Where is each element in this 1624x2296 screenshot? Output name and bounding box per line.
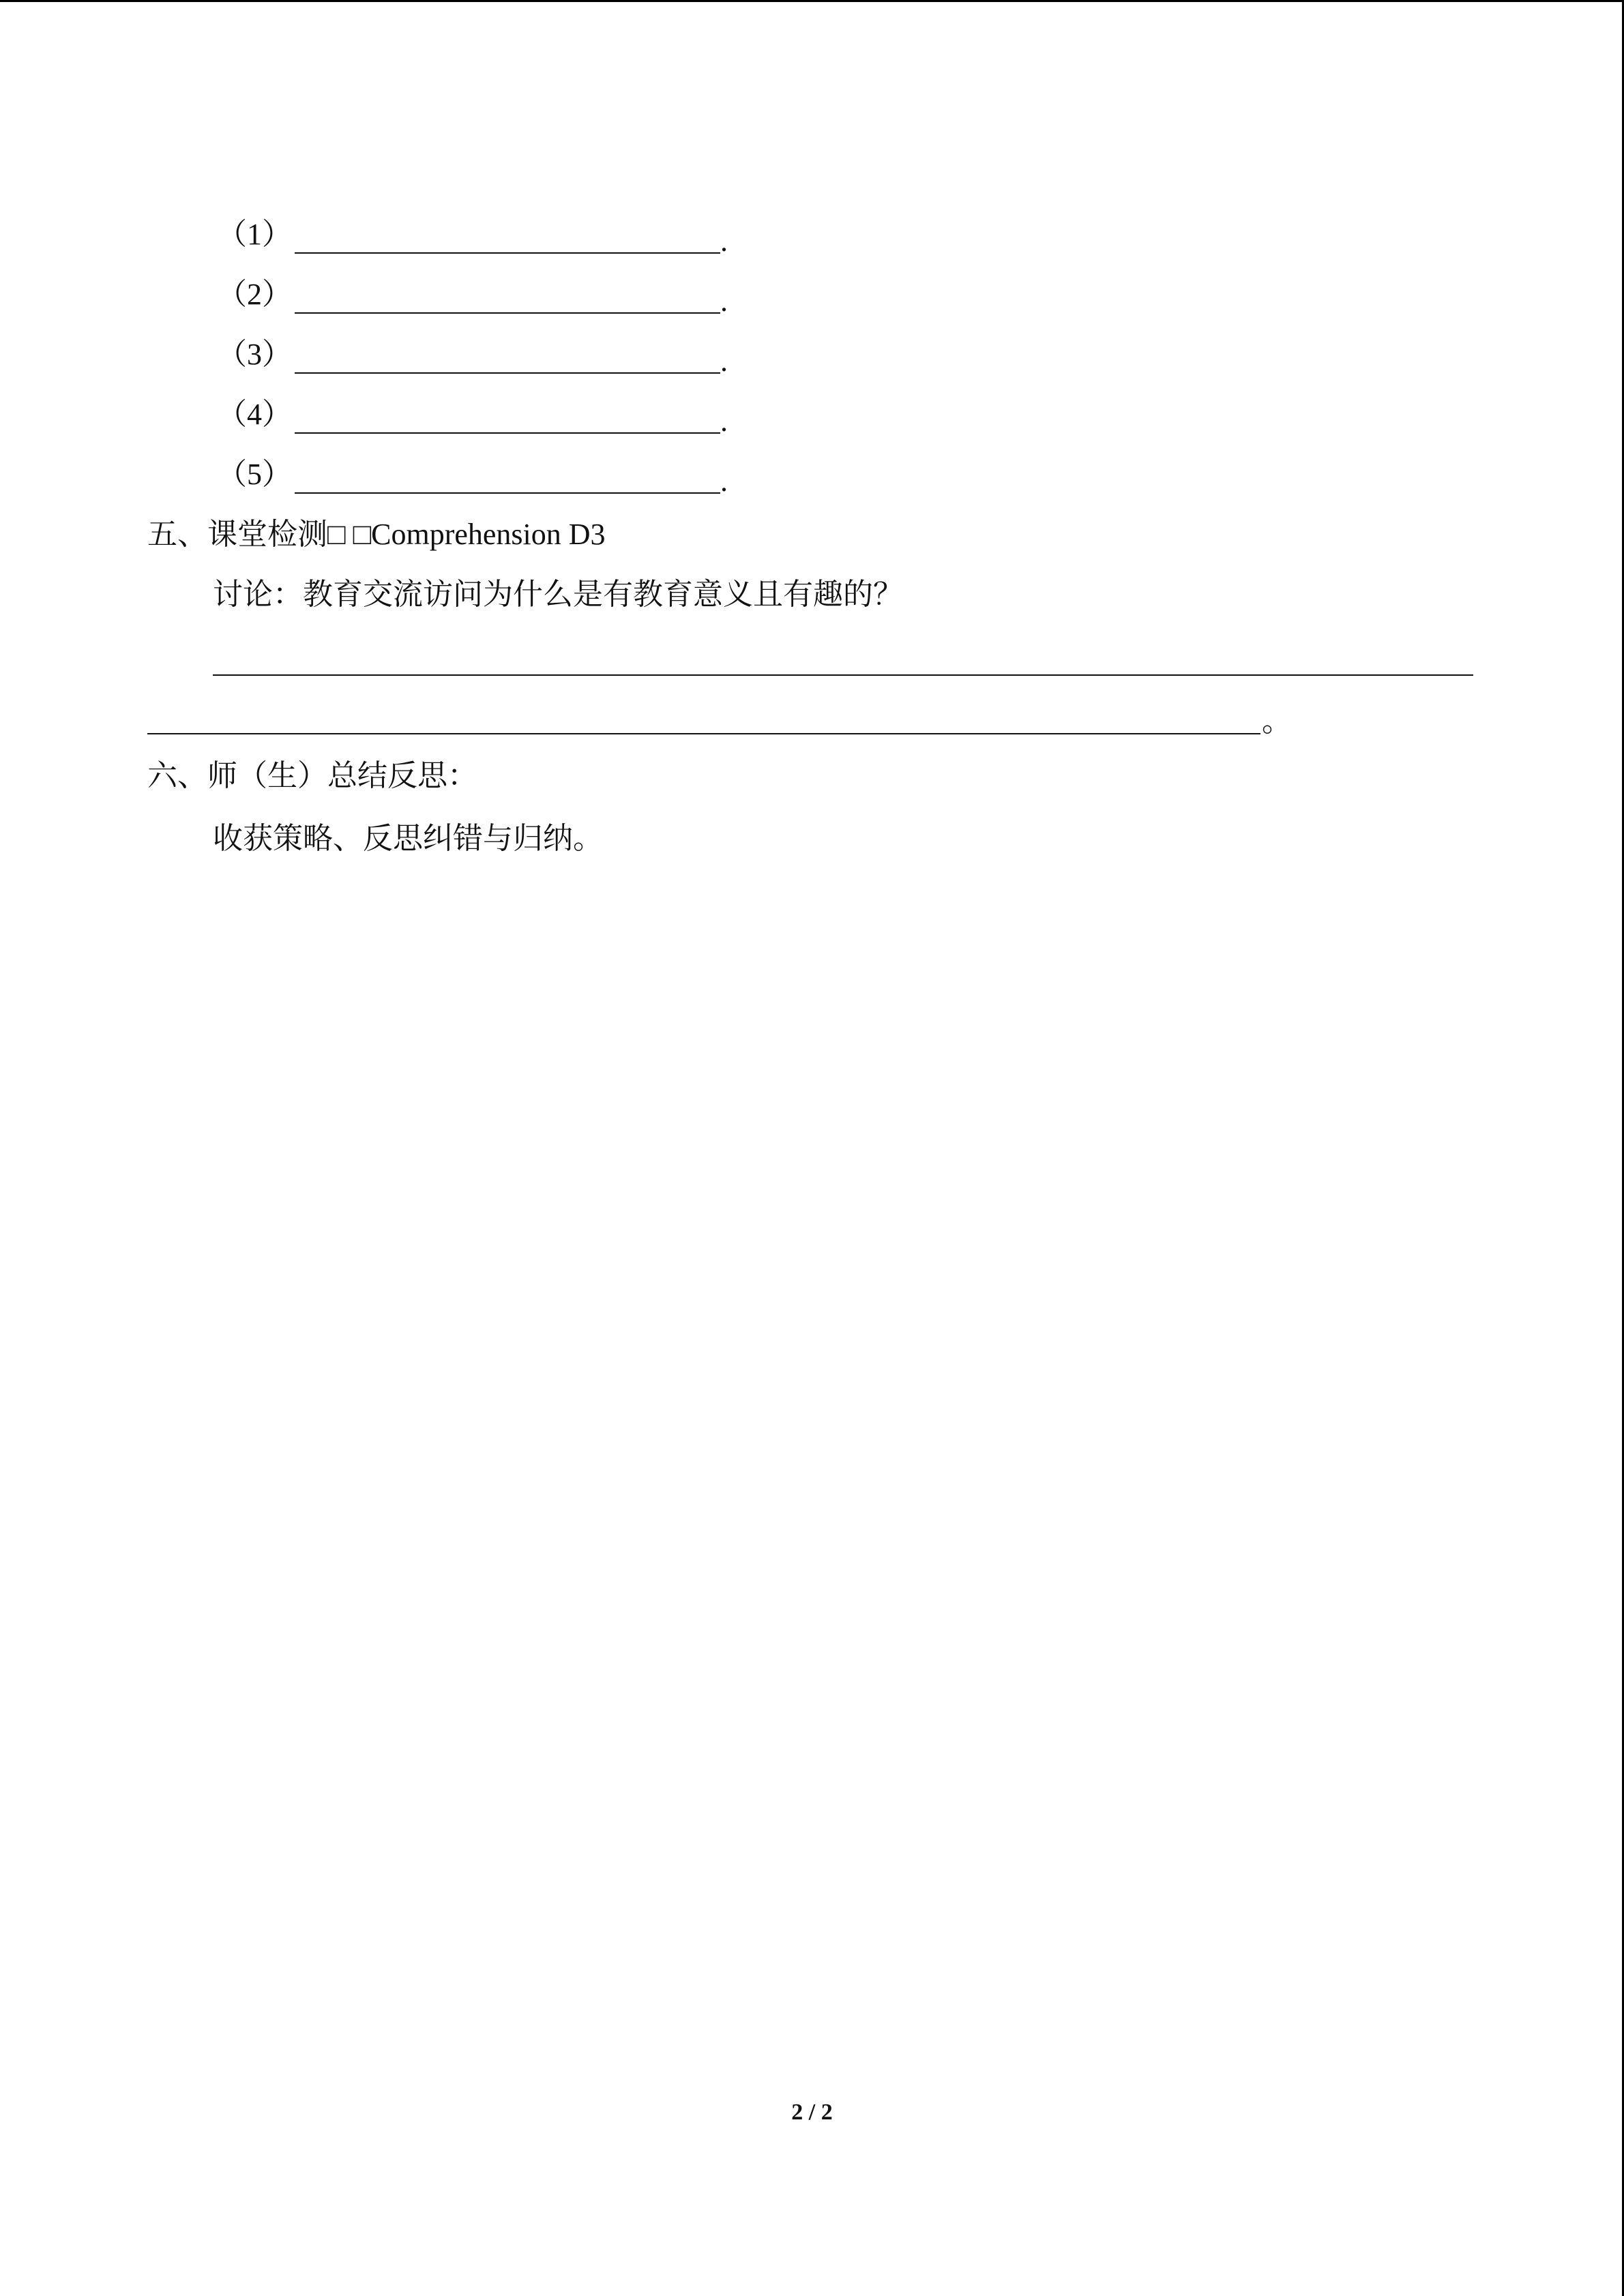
- discussion-answer-line-2[interactable]: [147, 733, 1260, 734]
- answer-blank[interactable]: [295, 432, 720, 434]
- section-6-heading: 六、师（生）总结反思：: [147, 759, 477, 792]
- section-5-prompt: 讨论：教育交流访问为什么是有教育意义且有趣的？: [213, 578, 903, 611]
- item-label: （3）: [217, 338, 292, 371]
- page-number: 2 / 2: [791, 2100, 833, 2125]
- item-label: （4）: [217, 398, 292, 431]
- answer-blank[interactable]: [295, 372, 720, 374]
- item-label: （2）: [217, 278, 292, 311]
- section-6-body: 收获策略、反思纠错与归纳。: [213, 822, 603, 855]
- page-border-top: [0, 0, 1624, 2]
- item-period: .: [720, 464, 728, 498]
- item-period: .: [720, 224, 728, 258]
- answer-line-end-mark: 。: [1262, 704, 1292, 738]
- item-label: （5）: [217, 458, 292, 491]
- discussion-answer-line-1[interactable]: [213, 674, 1473, 676]
- section-5-heading: 五、课堂检测□ □Comprehension D3: [147, 518, 606, 551]
- item-label: （1）: [217, 218, 292, 251]
- item-period: .: [720, 344, 728, 378]
- answer-blank[interactable]: [295, 252, 720, 254]
- answer-blank[interactable]: [295, 492, 720, 494]
- item-period: .: [720, 284, 728, 318]
- answer-blank[interactable]: [295, 312, 720, 314]
- item-period: .: [720, 404, 728, 438]
